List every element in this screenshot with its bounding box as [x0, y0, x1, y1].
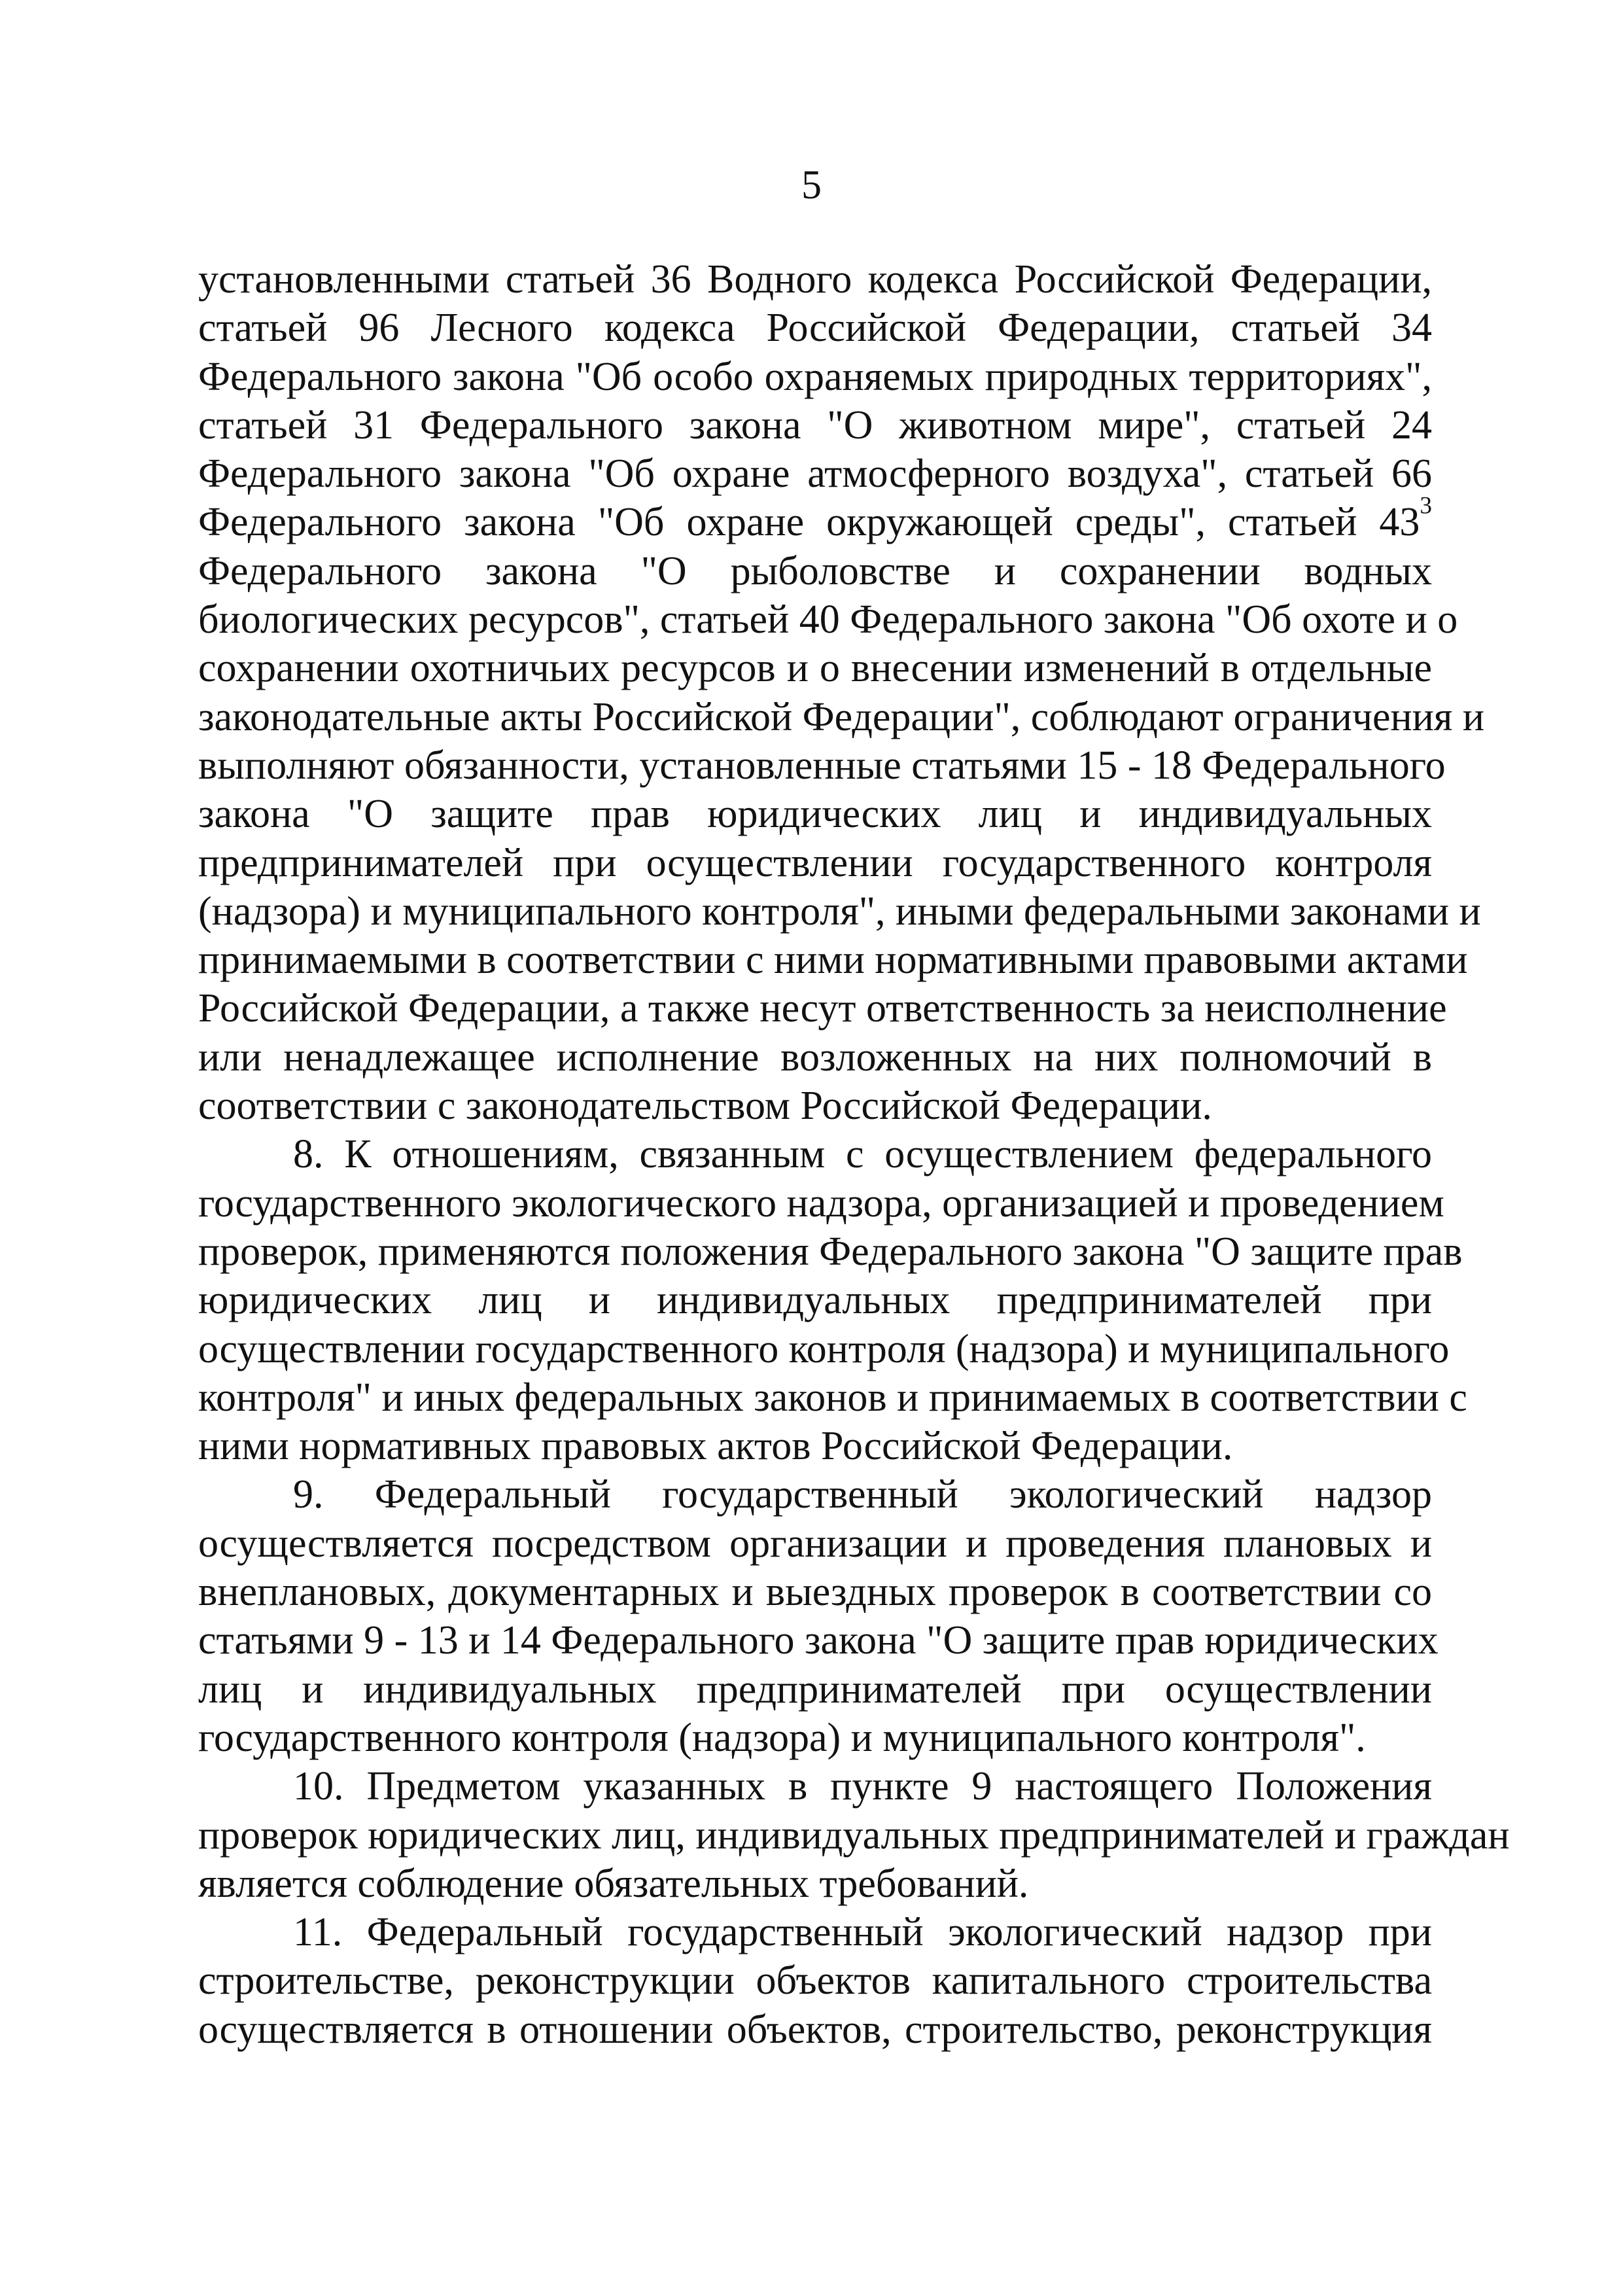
text-line: осуществлении государственного контроля (надзора) и муниципального — [198, 1326, 1450, 1371]
text-line: Федерального закона "Об охране атмосферного воздуха", статьей 66 — [198, 451, 1432, 497]
article-superscript: 3 — [1420, 493, 1432, 520]
text-line: 10. Предметом указанных в пункте 9 настоящего Положения — [293, 1764, 1432, 1809]
text-line: или ненадлежащее исполнение возложенных на них полномочий в — [198, 1034, 1432, 1080]
text-line: строительстве, реконструкции объектов капитального строительства — [198, 1958, 1432, 2004]
text-line: лиц и индивидуальных предпринимателей при осуществлении — [198, 1667, 1432, 1712]
text-line: статьями 9 - 13 и 14 Федерального закона "О защите прав юридических — [198, 1618, 1439, 1663]
paragraph-10 — [198, 1762, 1510, 1908]
text-line: 9. Федеральный государственный экологический надзор — [293, 1472, 1432, 1517]
text-line: контроля" и иных федеральных законов и принимаемых в соответствии с — [198, 1375, 1467, 1420]
document-body — [198, 255, 1510, 2054]
text-line: соответствии с законодательством Российской Федерации. — [198, 1084, 1212, 1129]
text-line: проверок юридических лиц, индивидуальных предпринимателей и граждан — [198, 1812, 1510, 1858]
text-line: статьей 96 Лесного кодекса Российской Федерации, статьей 34 — [198, 306, 1432, 351]
text-line: закона "О защите прав юридических лиц и индивидуальных — [198, 792, 1432, 837]
text-line: биологических ресурсов", статьей 40 Федерального закона "Об охоте и о — [198, 597, 1458, 643]
text-line: Российской Федерации, а также несут ответственность за неисполнение — [198, 986, 1447, 1031]
text-line: осуществляется в отношении объектов, строительство, реконструкция — [198, 2007, 1432, 2052]
text-line: статьей 31 Федерального закона "О животном мире", статьей 24 — [198, 402, 1432, 448]
text-line: выполняют обязанности, установленные статьями 15 - 18 Федерального — [198, 743, 1446, 788]
text-line: осуществляется посредством организации и проведения плановых и — [198, 1521, 1432, 1566]
text-line: государственного экологического надзора, организацией и проведением — [198, 1180, 1444, 1226]
text-line-with-superscript — [198, 493, 1432, 546]
text-line: 8. К отношениям, связанным с осуществлением федерального — [293, 1132, 1432, 1177]
text-line: Федерального закона "Об особо охраняемых природных территориях", — [198, 354, 1432, 399]
paragraph-7-continuation — [198, 255, 1485, 1130]
page-number: 5 — [801, 163, 822, 207]
text-line: 11. Федеральный государственный экологический надзор при — [293, 1910, 1432, 1955]
paragraph-8 — [198, 1130, 1467, 1470]
text-line: принимаемыми в соответствии с ними нормативными правовыми актами — [198, 938, 1468, 983]
text-line: Федерального закона "О рыболовстве и сохранении водных — [198, 548, 1432, 593]
text-line: внеплановых, документарных и выездных проверок в соответствии со — [198, 1570, 1432, 1615]
text-line: является соблюдение обязательных требований. — [198, 1861, 1029, 1906]
text-line: юридических лиц и индивидуальных предпринимателей при — [198, 1278, 1432, 1323]
text-line: законодательные акты Российской Федерации", соблюдают ограничения и — [198, 694, 1485, 739]
text-line: установленными статьей 36 Водного кодекса Российской Федерации, — [198, 257, 1432, 302]
text-line-main: Федерального закона "Об охране окружающей среды", статьей 43 — [198, 500, 1420, 545]
paragraph-11 — [198, 1908, 1432, 2054]
text-line: (надзора) и муниципального контроля", иными федеральными законами и — [198, 889, 1481, 934]
text-line: ними нормативных правовых актов Российской Федерации. — [198, 1424, 1233, 1469]
text-line: сохранении охотничьих ресурсов и о внесении изменений в отдельные — [198, 646, 1432, 691]
text-line: предпринимателей при осуществлении государственного контроля — [198, 840, 1432, 885]
paragraph-9 — [198, 1470, 1439, 1762]
text-line: государственного контроля (надзора) и муниципального контроля". — [198, 1715, 1366, 1760]
text-line: проверок, применяются положения Федерального закона "О защите прав — [198, 1229, 1463, 1274]
